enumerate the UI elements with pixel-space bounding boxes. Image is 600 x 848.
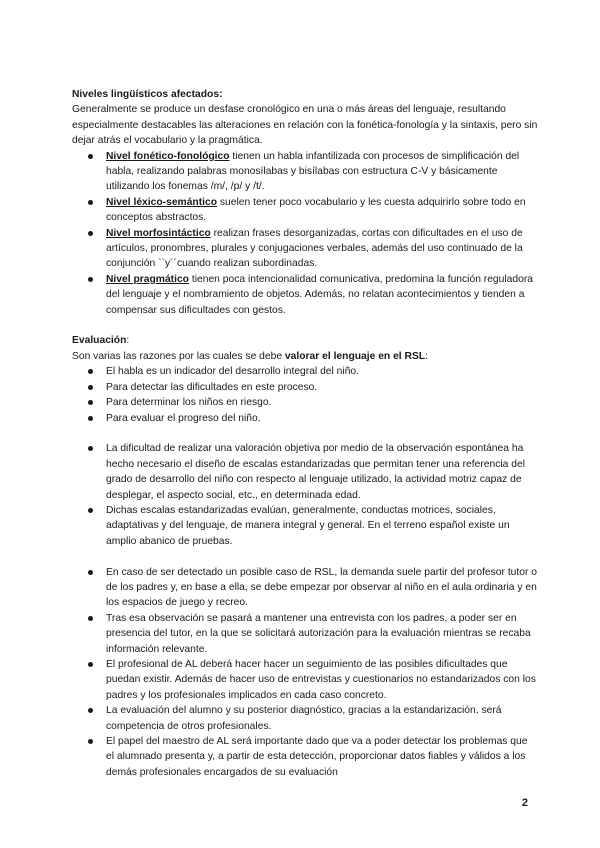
list-item: El profesional de AL deberá hacer hacer un seguimiento de las posibles dificultades que puedan existir. Además de hacer uso de entrevistas y cuestionarios no estandarizados con los padres y los profesionales implicados en cada caso concreto.: [72, 657, 538, 703]
process-list: [72, 565, 538, 781]
spacer: [72, 318, 538, 333]
list-item: Dichas escalas estandarizadas evalúan, generalmente, conductas motrices, sociales, adaptativas y del lenguaje, de manera integral y general. En el terreno español existe un amplio abanico de pruebas.: [72, 503, 538, 549]
term-description: tienen poca intencionalidad comunicativa, predomina la función reguladora del lenguaje y el nombramiento de objetos. Además, no relatan acontecimientos y tienden a compensar sus dificultades con gestos.: [106, 273, 534, 316]
list-item: Para determinar los niños en riesgo.: [72, 395, 538, 410]
list-item: En caso de ser detectado un posible caso de RSL, la demanda suele partir del profesor tutor o de los padres y, en base a ella, se debe empezar por observar al niño en el aula ordinaria y en los espacios de juego y recreo.: [72, 565, 538, 611]
term-pragmatico: Nivel pragmático: [106, 273, 189, 285]
section-intro-niveles: Generalmente se produce un desfase cronológico en una o más áreas del lenguaje, resultando especialmente destacables las alteraciones en relación con la fonética-fonología y la sintaxis, pero sin dejar atrás el vocabulario y la pragmática.: [72, 104, 538, 147]
spacer: [72, 549, 538, 564]
section-heading-niveles: Niveles lingüísticos afectados:: [72, 89, 223, 100]
term-morfosintactico: Nivel morfosintáctico: [106, 227, 211, 239]
list-item: Para evaluar el progreso del niño.: [72, 411, 538, 426]
term-description: suelen tener poco vocabulario y les cuesta adquirirlo sobre todo en conceptos abstractos.: [106, 196, 526, 224]
list-item: [72, 149, 538, 195]
list-item: [72, 272, 538, 318]
levels-list: [72, 149, 538, 318]
term-lexico: Nivel léxico-semántico: [106, 196, 218, 208]
list-item: Tras esa observación se pasará a mantener una entrevista con los padres, a poder ser en presencia del tutor, en la que se solicitará autorización para la evaluación mientras se recaba información relevante.: [72, 611, 538, 657]
reasons-list: [72, 364, 538, 426]
section-heading-evaluacion: Evaluación:: [72, 335, 130, 347]
term-fonetico: Nivel fonético-fonológico: [106, 150, 230, 162]
list-item: Para detectar las dificultades en este proceso.: [72, 380, 538, 395]
scales-list: [72, 441, 538, 549]
list-item: La evaluación del alumno y su posterior diagnóstico, gracias a la estandarización, será competencia de otros profesionales.: [72, 703, 538, 734]
list-item: La dificultad de realizar una valoración objetiva por medio de la observación espontánea ha hecho necesario el diseño de escalas estandarizadas que permitan tener una referencia del grado de desarrollo del niño con respecto al lenguaje utilizado, la actividad motriz capaz de desplegar, el aspecto social, etc., en determinada edad.: [72, 441, 538, 503]
section-intro-evaluacion: Son varias las razones por las cuales se debe valorar el lenguaje en el RSL:: [72, 350, 429, 362]
document-page: [72, 87, 538, 780]
list-item: El papel del maestro de AL será importante dado que va a poder detectar los problemas que el alumnado presenta y, a partir de esta detección, proporcionar datos fiables y válidos a los demás profesionales encargados de su evaluación: [72, 734, 538, 780]
term-description: realizan frases desorganizadas, cortas con dificultades en el uso de artículos, pronombres, plurales y conjugaciones verbales, además del uso continuado de la conjunción ``y´´cuando realizan subordinadas.: [106, 227, 523, 270]
page-number: 2: [521, 797, 528, 809]
list-item: El habla es un indicador del desarrollo integral del niño.: [72, 364, 538, 379]
spacer: [72, 426, 538, 441]
list-item: [72, 195, 538, 226]
list-item: [72, 226, 538, 272]
term-description: tienen un habla infantilizada con procesos de simplificación del habla, realizando palabras monosílabas y bisílabas con estructura C-V y básicamente utilizando los fonemas /m/, /p/ y /t/.: [106, 150, 520, 193]
